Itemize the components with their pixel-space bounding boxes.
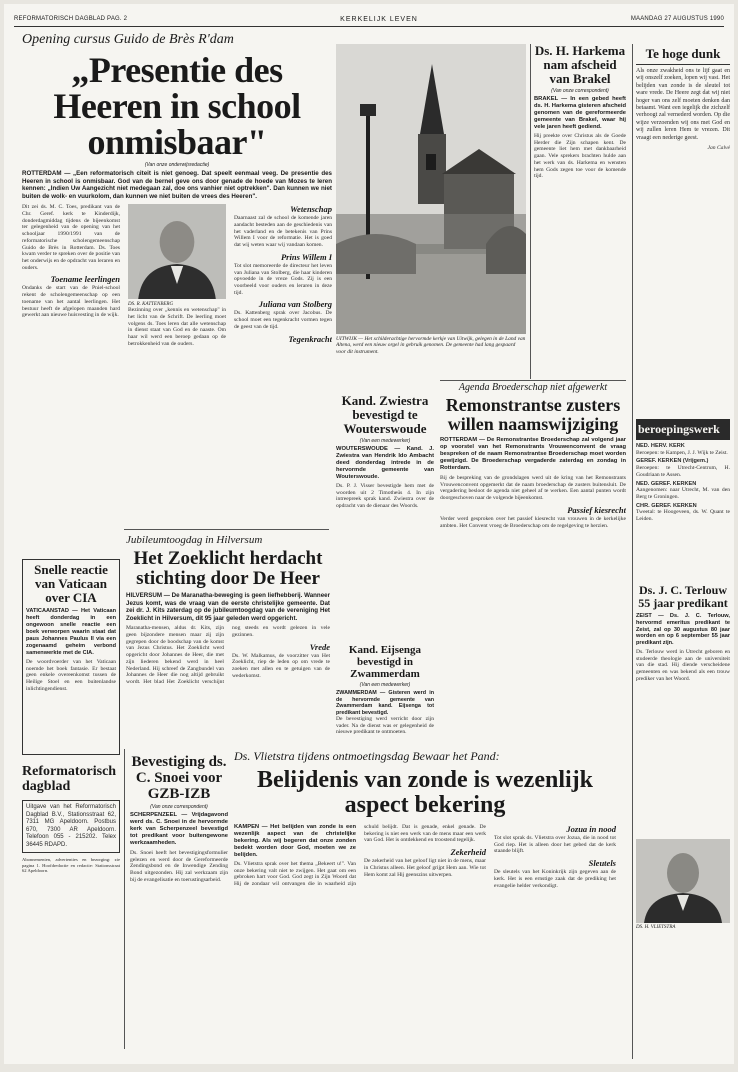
- zwiestra-body: Ds. P. J. Visser bevestigde hem met de woorden uit 2 Timotheüs 4. In zijn intreepreek sprak kand. Zwiestra over de opdracht van de dienaar des Woords.: [336, 483, 434, 510]
- zoeklicht-subhead: Vrede: [309, 641, 330, 652]
- portrait-icon: [636, 839, 730, 923]
- remonstrant-headline: Remonstrantse zusters willen naamswijziging: [445, 395, 621, 434]
- main-subhead-5: Tegenkracht: [288, 333, 332, 344]
- snoei-headline: Bevestiging ds. C. Snoei voor GZB-IZB: [131, 754, 227, 802]
- beroepingswerk-section-3: NED. GEREF. KERKEN: [636, 480, 697, 487]
- main-body-columns: [22, 204, 332, 532]
- zoeklicht-body: Maranatha-mensen, aldus dr. Kits, zijn geen bijzondere mensen maar zij zijn gegrepen door de boodschap van de komst van Jezus Christus. Het Zoeklicht werd opgericht door Johannes de Heer, die met zijn liederen bekend werd in heel Nederland. Hij schreef de Zangbundel van Johannes de Heer die nog altijd gebruikt wordt. Het blad Het Zoeklicht verschijnt nog steeds en wordt gelezen in vele gezinnen.: [126, 625, 330, 685]
- hoge-dunk-box: [636, 44, 730, 414]
- vlietstra-body: Ds. Vlietstra sprak over het thema „Bekeert u!". Van onze bekering valt niet te zwijgen. Het gaat om een gebroken hart voor God. God zegt in Zijn Woord dat Hij de zondaar wil ontvangen die in waarheid zijn schuld belijdt. Dat is genade, enkel genade. De bekering is niet een werk van de mens maar een werk van God. Het is ontdekkend en troostend tegelijk.: [234, 824, 486, 888]
- harkema-article: [534, 44, 626, 374]
- snelle-lead: VATICAANSTAD — Het Vaticaan heeft donderdag in een ongewoon snelle reactie een boek verworpen waarin staat dat paus Johannes Paulus II via een zogenaamd geheim verbond samenwerkte met de CIA.: [26, 608, 116, 656]
- terlouw-body: Ds. Terlouw werd in Utrecht geboren en studeerde theologie aan de universiteit van die stad. Hij diende verscheidene gemeenten en was bekend als een trouw prediker van het Woord.: [636, 648, 730, 682]
- zoeklicht-article: [126, 534, 330, 744]
- harkema-body: Hij preekte over Christus als de Goede Herder die Zijn schapen kent. De gemeente liet hem met dankbaarheid gaan. Vele sprekers brachten hulde aan het werk van ds. Harkema en wensten hem Gods zegen toe voor de komende tijd.: [534, 133, 626, 180]
- eijsenga-body: De bevestiging werd verricht door zijn vader. Na de dienst was er gelegenheid de nieuwe predikant te ontmoeten.: [336, 716, 434, 736]
- vlietstra-headline: Belijdenis van zonde is wezenlijk aspect bekering: [256, 767, 593, 818]
- hoge-dunk-body: Als onze zwakheid ons te lijf gaat en wij onszelf zoeken, lopen wij vast. Het belijden van zonde is de sleutel tot ware vrede. De Heere zegt dat wij niet hoger van ons zelf moeten denken dan betaamt. Want een iegelijk die zichzelf verhoogt zal vernederd worden. Op die wijze verzoenden wij ons met God en wij zullen leren Hem te vrezen. Dit vraagt een nederige geest.: [636, 68, 730, 141]
- beroepingswerk-section-1: NED. HERV. KERK: [636, 443, 685, 449]
- main-subhead-1: Toename leerlingen: [50, 274, 120, 285]
- church-caption: UITWIJK — Het schilderachtige hervormde kerkje van Uitwijk, gelegen in de Land van Altena, werd een nieuw orgel in gebruik genomen. De gemeente had lang gespaard voor dit instrument.: [336, 336, 526, 355]
- main-lead: ROTTERDAM — „Een reformatorisch citeit is niet genoeg. Dat speelt eenmaal veeg. De presentie des Heeren in school is onmisbaar. God van de bernel geve ons door genade de hoede van Mozes te leren kennen: „Indien Uw Aangezicht niet medegaan zal, doe ons vanhier niet optrekken". Dan kunnen we niet buiten de wolk- en vuurkolom, dan kunnen we niet buiten de vrees des Heeren".: [22, 170, 332, 200]
- masthead-title: Reformatorisch dagblad: [22, 764, 117, 794]
- remonstrant-kicker: Agenda Broederschap niet afgewerkt: [458, 382, 608, 393]
- terlouw-article: [636, 584, 730, 834]
- snoei-article: [130, 754, 228, 1054]
- remonstrant-lead: ROTTERDAM — De Remonstrantse Broederschap zal volgend jaar op voorstel van het Remonstrants Vrouwenconvent de vraag bespreken of de naam Remonstrantse Broederschap moet worden gewijzigd. De Broederschap vergaderde zaterdag en zondag in Rotterdam.: [440, 437, 626, 471]
- newspaper-page: [4, 4, 734, 1064]
- vlietstra-kicker: Ds. Vlietstra tijdens ontmoetingsdag Bewaar het Pand:: [234, 749, 500, 763]
- church-photo: [336, 44, 526, 334]
- snelle-body: De woordvoerder van het Vaticaan noemde het boek fantasie. Er bestaat geen enkele overeenkomst tussen de Heilige Stoel en een buitenlandse inlichtingendienst.: [26, 659, 116, 692]
- main-body-1: Dit zei ds. M. C. Toes, predikant van de Chr. Geref. kerk te Kinderdijk, donderdagmiddag tijdens de bijeenkomst ter gelegenheid van de opening van het schooljaar 1990/1991 van de reformatorische scholengemeenschap Guido de Brès in Rotterdam. Ds. Toes kwam verder te spreken over de positie van het onderwijs en de opdracht van leraren en ouders.: [22, 204, 120, 271]
- main-subhead-3: Prins Willem I: [280, 251, 332, 262]
- zwiestra-byline: (Van een medewerker): [359, 438, 411, 444]
- header-right: MAANDAG 27 AUGUSTUS 1990: [630, 16, 724, 22]
- vlietstra-body-2: De zekerheid van het geloof ligt niet in de mens, maar in Christus alleen. Het geloof grijpt Hem aan. Wie tot Hem komt zal Hij geenszins uitwerpen.: [364, 858, 486, 878]
- main-body-5: Tot slot memoreerde de directeur het leven van Juliana van Stolberg, die haar kinderen opvoedde in de vreze Gods. Zij is een voorbeeld voor ouders en leraren in deze tijd.: [234, 262, 332, 296]
- masthead-box: [22, 764, 120, 1054]
- main-subhead-2: Wetenschap: [290, 204, 332, 215]
- main-body-2: Ondanks de start van de Pniel-school rekent de scholengemeenschap op een toename van het aantal leerlingen. Het bestuur heeft de afgelopen maanden hard gewerkt aan nieuwe huisvesting in de wijk.: [22, 285, 120, 319]
- main-body-4: Daarnaast zal de school de komende jaren aandacht besteden aan de geschiedenis van het vaderland en de betekenis van Prins Willem I voor de reformatie. Het is goed dat wij weten waar wij vandaan komen.: [234, 215, 332, 249]
- beroepingswerk-box: [636, 419, 730, 579]
- beroepingswerk-title: beroepingswerk: [636, 419, 730, 440]
- snelle-reactie-article: [22, 559, 120, 755]
- vlietstra-body-4: De sleutels van het Koninkrijk zijn gegeven aan de kerk. Het is een ernstige zaak dat de prediking het evangelie helder verkondigt.: [494, 869, 616, 889]
- beroepingswerk-section-2: GEREF. KERKEN (Vrijgem.): [636, 458, 709, 465]
- vlietstra-article: [234, 749, 616, 1059]
- vlietstra-subhead-3: Sleutels: [588, 858, 616, 869]
- eijsenga-lead: ZWAMMERDAM — Gisteren werd in de hervormde gemeente van Zwammerdam kand. Eijsenga tot predikant bevestigd.: [336, 690, 434, 716]
- masthead-small: Abonnementen, advertenties en bezorging: zie pagina 1. Hoofdredactie en redactie: Stationsstraat 62 Apeldoorn.: [22, 857, 120, 874]
- main-headline: „Presentie des Heeren in school onmisbaar": [53, 50, 301, 162]
- zwiestra-lead: WOUTERSWOUDE — Kand. J. Zwiestra van Hendrik Ido Ambacht deed donderdag intrede in de hervormde gemeente van Wouterswoude.: [336, 446, 434, 480]
- remonstrant-body-2: Verder werd gesproken over het passief kiesrecht van vrouwen in de kerkelijke ambten. Het Convent vroeg de Broederschap om de regelgeving te herzien.: [440, 515, 626, 529]
- eijsenga-article: [336, 644, 434, 744]
- right-col-vrule: [632, 44, 633, 1059]
- header-left: REFORMATORISCH DAGBLAD PAG. 2: [14, 16, 128, 22]
- remonstrant-rule: [440, 380, 626, 381]
- zoeklicht-rule: [124, 529, 329, 530]
- beroepingswerk-text-3: Aangenomen: naar Utrecht, M. van den Berg te Groningen.: [636, 487, 730, 500]
- eijsenga-headline: Kand. Eijsenga bevestigd in Zwammerdam: [348, 644, 422, 680]
- snoei-vrule: [124, 749, 125, 1049]
- main-byline: (Van onze onderwijsredactie): [144, 162, 210, 168]
- page-header: [14, 14, 724, 24]
- vlietstra-subhead-1: Zekerheid: [450, 847, 486, 858]
- main-article: [22, 32, 332, 532]
- harkema-headline: Ds. H. Harkema nam afscheid van Brakel: [534, 44, 626, 86]
- vlietstra-photo-block: [636, 839, 730, 934]
- zoeklicht-body-2: Ds. W. Malkamus, de voorzitter van Het Zoeklicht, riep de leden op om vrede te zoeken met allen en te getuigen van de wederkomst.: [232, 652, 330, 679]
- beroepingswerk-section-4: CHR. GEREF. KERKEN: [636, 502, 697, 509]
- main-body-6: Ds. Kattenberg sprak over Jacobus. De school moet een tegenkracht vormen tegen de geest van de tijd.: [234, 310, 332, 330]
- snoei-byline: (Van onze correspondent): [150, 804, 208, 810]
- harkema-byline: (Van onze correspondent): [551, 88, 609, 94]
- beroepingswerk-text-4: Tweetal: te Hoogeveen, ds. W. Quant te Leiden.: [636, 509, 730, 523]
- beroepingswerk-text-1: Beroepen: te Kampen, J. J. Wijk te Zeist.: [636, 449, 728, 456]
- hoge-dunk-title: Te hoge dunk: [636, 44, 730, 65]
- zoeklicht-headline: Het Zoeklicht herdacht stichting door De Heer: [133, 548, 323, 589]
- snoei-lead: SCHERPENZEEL — Vrijdagavond werd ds. C. Snoei in de hervormde kerk van Scherpenzeel bevestigd tot predikant voor buitengewone werkzaamheden.: [130, 812, 228, 846]
- zoeklicht-kicker: Jubileumtoogdag in Hilversum: [126, 534, 263, 546]
- kattenberg-photo: [128, 204, 226, 299]
- snoei-body: Ds. Snoei heeft het bevestigingsformulier gelezen en werd door de Gereformeerde Zendingsbond en de Inwendige Zending Bond uitgezonden. Hij zal werkzaam zijn bij de evangelisatie en toerustingsarbeid.: [130, 850, 228, 883]
- main-kicker: Opening cursus Guido de Brès R'dam: [22, 32, 234, 47]
- beroepingswerk-text-2: Beroepen: te Utrecht-Centrum, H. Goudriaan te Assen.: [636, 465, 730, 478]
- terlouw-lead: ZEIST — Ds. J. C. Terlouw, hervormd emeritus predikant te Zeist, zal op 30 augustus 80 jaar worden en op 6 september 55 jaar predikant zijn.: [636, 613, 730, 647]
- masthead-info: Uitgave van het Reformatorisch Dagblad B.V., Stationsstraat 62, 7311 MG Apeldoorn. Postbus 670, 7300 AR Apeldoorn. Telefoon 055 - 215202. Telex 36445 RDAPD.: [22, 800, 120, 853]
- hoge-dunk-signature: Jan Calvé: [707, 145, 730, 152]
- kattenberg-caption: DS. R. KATTENBERG: [128, 302, 174, 308]
- vlietstra-caption: DS. H. VLIETSTRA: [636, 925, 676, 930]
- remonstrant-body: Bij de bespreking van de grondslagen werd uit de kring van het Remonstrants Vrouwenconvent opgemerkt dat de naam broederschap de zusters buitensluit. De vergadering besloot de agenda niet geheel af te werken. Een aantal punten wordt doorgeschoven naar de volgende bijeenkomst.: [440, 475, 626, 502]
- main-subhead-4: Juliana van Stolberg: [258, 299, 332, 310]
- main-body-3: Bezinning over „kennis en wetenschap" in het licht van de Schrift. De leerling moet volgens ds. Toes leren dat alle wetenschap in dienst staat van God en de naaste. Om haar wil werd een beroep gedaan op de betrokkenheid van de ouders.: [128, 307, 226, 347]
- remonstrant-article: [440, 382, 626, 752]
- vlietstra-columns: [234, 824, 616, 889]
- header-section: KERKELIJK LEVEN: [340, 15, 418, 23]
- church-icon: [336, 44, 526, 334]
- zoeklicht-lead: HILVERSUM — De Maranatha-beweging is geen liefhebberij. Wanneer Jezus komt, was de vraag van de eerste christelijke gemeente. Dat zei dr. J. Kits zaterdag op de jubileumtoogdag van de vereniging Het Zoeklicht in Hilversum, dit 95 jaar geleden werd opgericht.: [126, 592, 330, 622]
- terlouw-headline: Ds. J. C. Terlouw 55 jaar predikant: [638, 584, 728, 610]
- vlietstra-body-3: Tot slot sprak ds. Vlietstra over Jozua, die in nood tot God riep. Het is alleen door het gebed dat de kerk staande blijft.: [494, 835, 616, 855]
- harkema-lead: BRAKEL — In een gebed heeft ds. H. Harkema gisteren afscheid genomen van de gereformeerde gemeente van Brakel, waar hij vele jaren heeft gediend.: [534, 96, 626, 130]
- zwiestra-article: [336, 394, 434, 634]
- vlietstra-subhead-2: Jozua in nood: [566, 824, 616, 834]
- church-photo-block: [336, 44, 526, 364]
- zoeklicht-columns: [126, 625, 330, 685]
- eijsenga-byline: (Van een medewerker): [359, 682, 411, 688]
- vlietstra-photo: [636, 839, 730, 923]
- header-rule: [14, 26, 724, 27]
- portrait-icon: [128, 204, 226, 299]
- harkema-vrule: [530, 44, 531, 379]
- vlietstra-lead: KAMPEN — Het belijden van zonde is een wezenlijk aspect van de christelijke bekering. Als wij begeren dat onze zonden bedekt worden door God, moeten we ze belijden.: [234, 824, 356, 858]
- remonstrant-subhead: Passief kiesrecht: [567, 504, 626, 515]
- snelle-headline: Snelle reactie van Vaticaan over CIA: [34, 562, 108, 605]
- zwiestra-headline: Kand. Zwiestra bevestigd te Wouterswoude: [341, 394, 429, 436]
